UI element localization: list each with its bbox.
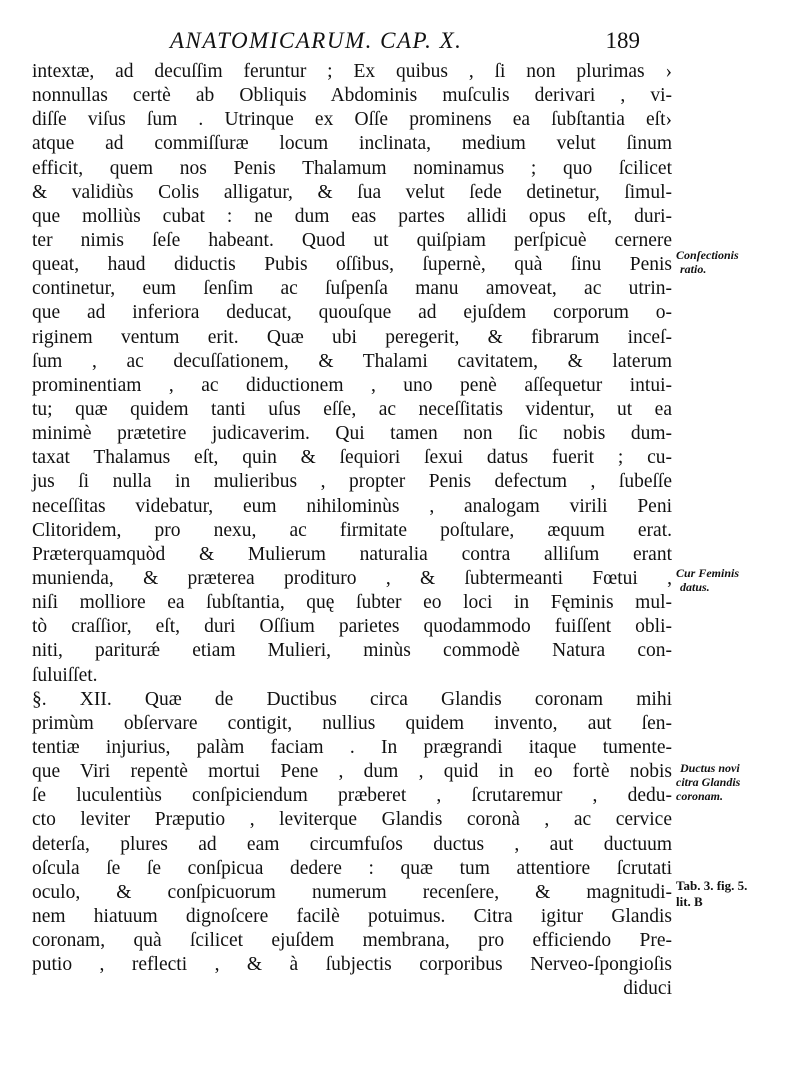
text-line: niti, pariturǽ etiam Mulieri, minùs commodè Natura con-: [32, 640, 672, 662]
text-line: prominentiam , ac diductionem , uno penè aſſequetur intui-: [32, 374, 672, 396]
text-line: efficit, quem nos Penis Thalamum nominamus ; quo ſcilicet: [32, 157, 672, 179]
margin-figure-reference: Tab. 3. fig. 5. lit. B: [676, 878, 748, 909]
page-number: 189: [605, 28, 640, 53]
text-line: niſi molliore ea ſubſtantia, quę ſubter eo loci in Fęminis mul-: [32, 592, 672, 614]
margin-note-cur-feminis: Cur Feminis datus.: [676, 566, 740, 594]
text-line: que ad inferiora deducat, quouſque ad ejuſdem corporum o-: [32, 302, 672, 324]
text-line: ſum , ac decuſſationem, & Thalami cavitatem, & laterum: [32, 350, 672, 372]
text-line: nonnullas certè ab Obliquis Abdominis muſculis derivari , vi-: [32, 85, 672, 107]
text-line: intextæ, ad decuſſim feruntur ; Ex quibus , ſi non plurimas ›: [32, 61, 672, 82]
text-line: tu; quæ quidem tanti uſus eſſe, ac neceſſitatis videntur, ut ea: [32, 398, 672, 420]
text-line: deterſa, plures ad eam circumfuſos ductus , aut ductuum: [32, 833, 672, 855]
text-line: Clitoridem, pro nexu, ac firmitate poſtulare, æquum erat.: [32, 519, 672, 541]
text-line: oſcula ſe ſe conſpicua dedere : quæ tum attentiore ſcrutati: [32, 857, 672, 879]
text-line: tentiæ injurius, palàm faciam . In prægrandi itaque tumente-: [32, 736, 672, 758]
text-line: taxat Thalamus eſt, quin & ſequiori ſexui datus fuerit ; cu-: [32, 447, 672, 469]
text-line: atque ad commiſſuræ locum inclinata, medium velut ſinum: [32, 133, 672, 155]
text-line: oculo, & conſpicuorum numerum recenſere, & magnitudi-: [32, 881, 672, 903]
text-line: ſuluiſſet.: [32, 664, 98, 686]
margin-note-ductus-novi: Ductus novi citra Glandis coronam.: [676, 761, 741, 803]
section-heading-line: §. XII. Quæ de Ductibus circa Glandis coronam mihi: [32, 688, 672, 710]
text-line: que Viri repentè mortui Pene , dum , quid in eo fortè nobis: [32, 761, 672, 783]
text-line: que molliùs cubat : ne dum eas partes allidi opus eſt, duri-: [32, 205, 672, 227]
text-line: diſſe viſus ſum . Utrinque ex Oſſe prominens ea ſubſtantia eſt›: [32, 109, 672, 131]
running-title: ANATOMICARUM. CAP. X.: [170, 28, 463, 53]
text-line: nem hiatuum dignoſcere facilè potuimus. Citra igitur Glandis: [32, 905, 672, 927]
text-line: ſe luculentiùs conſpiciendum præberet , ſcrutaremur , dedu-: [32, 785, 672, 807]
running-header: [170, 28, 640, 54]
text-line: cto leviter Præputio , leviterque Glandis coronà , ac cervice: [32, 809, 672, 831]
catchword: diduci: [623, 978, 672, 1000]
text-line: putio , reflecti , & à ſubjectis corporibus Nerveo-ſpongioſis: [32, 954, 672, 976]
text-line: queat, haud diductis Pubis oſſibus, ſupernè, quà ſinu Penis: [32, 254, 672, 276]
margin-note-consectionis: Conſectionis ratio.: [676, 248, 739, 276]
text-line: neceſſitas videbatur, eum nihilominùs , analogam virili Peni: [32, 495, 672, 517]
text-line: & validiùs Colis alligatur, & ſua velut ſede detinetur, ſimul-: [32, 181, 672, 203]
body-text: [32, 60, 672, 1001]
text-line: coronam, quà ſcilicet ejuſdem membrana, pro efficiendo Pre-: [32, 930, 672, 952]
text-line: riginem ventum erit. Quæ ubi peregerit, & fibrarum inceſ-: [32, 326, 672, 348]
text-line: jus ſi nulla in mulieribus , propter Penis defectum , ſubeſſe: [32, 471, 672, 493]
text-line: continetur, eum ſenſim ac ſuſpenſa manu amoveat, ac utrin-: [32, 278, 672, 300]
text-line: ter nimis ſeſe habeant. Quod ut quiſpiam perſpicuè cernere: [32, 229, 672, 251]
text-line: primùm obſervare contigit, nullius quidem invento, aut ſen-: [32, 712, 672, 734]
text-line: tò craſſior, eſt, duri Oſſium parietes quodammodo fuiſſent obli-: [32, 616, 672, 638]
text-line: Præterquamquòd & Mulierum naturalia contra alliſum erant: [32, 543, 672, 565]
text-line: munienda, & præterea prodituro , & ſubtermeanti Fœtui ,: [32, 567, 672, 589]
text-line: minimè prætetire judicaverim. Qui tamen non ſic nobis dum-: [32, 423, 672, 445]
